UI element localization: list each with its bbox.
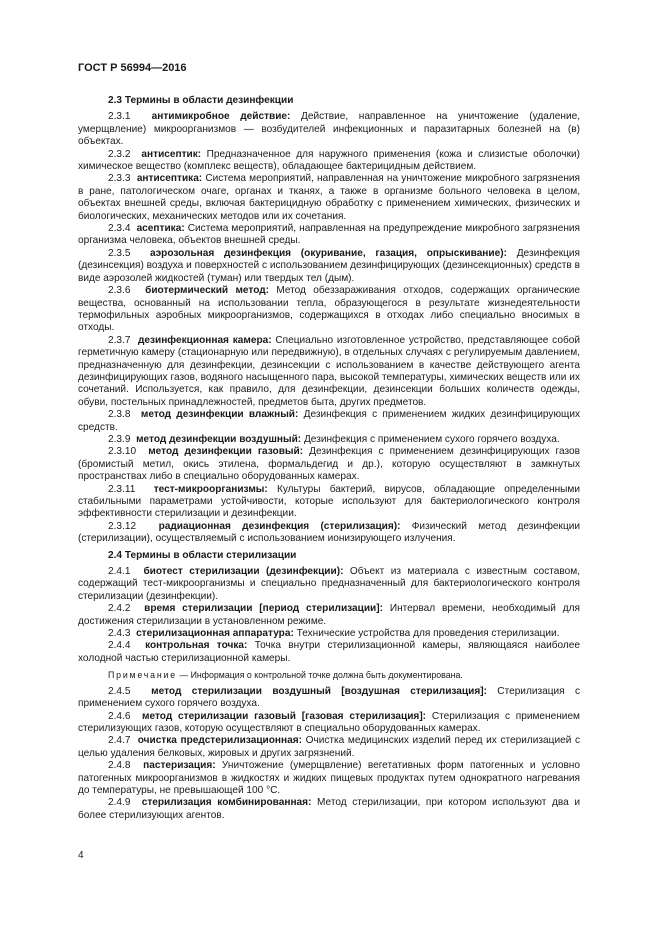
term-number: 2.3.8 xyxy=(108,409,131,421)
term-name: метод дезинфекции воздушный: xyxy=(136,433,302,445)
term-definition: Дезинфекция (дезинсекция) воздуха и поверхностей с использованием дезинфицирующих (дезинсекционных) средств в виде аэрозолей жидкостей (туман) или твердых тел (дым). xyxy=(78,247,581,284)
term-definition: Очистка медицинских изделий перед их стерилизацией с целью удаления белковых, жировых и других загрязнений. xyxy=(78,735,581,759)
note xyxy=(78,669,580,681)
term-definition: Уничтожение (умерщвление) вегетативных форм патогенных и условно патогенных микроорганизмов в жидкостях и жидких пищевых продуктах путем однократного нагревания до температуры, не превышающей 100 °С. xyxy=(78,760,580,796)
term-name: контрольная точка: xyxy=(145,640,248,652)
term-entry xyxy=(78,760,580,797)
sterilization-terms-b xyxy=(78,686,580,822)
term-entry xyxy=(78,111,580,148)
term-number: 2.3.10 xyxy=(108,446,137,458)
term-name: биотермический метод: xyxy=(145,285,270,297)
term-number: 2.4.5 xyxy=(108,685,131,697)
term-name: стерилизационная аппаратура: xyxy=(136,628,294,640)
term-name: стерилизация комбинированная: xyxy=(141,797,312,809)
term-entry xyxy=(78,603,580,628)
term-name: метод стерилизации воздушный [воздушная стерилизация]: xyxy=(151,685,487,697)
standard-header: ГОСТ Р 56994—2016 xyxy=(78,62,187,74)
term-definition: Культуры бактерий, вирусов, обладающие определенными стабильными параметрами устойчивости, которые используют для бактериологического контроля эффективности стерилизации и дезинфекции. xyxy=(78,483,580,520)
term-definition: Физический метод дезинфекции (стерилизации), осуществляемый с использованием ионизирующего излучения. xyxy=(78,520,580,545)
sterilization-terms-a xyxy=(78,566,580,665)
term-definition: Предназначенное для наружного применения (кожа и слизистые оболочки) химическое вещество (комплекс веществ), обладающее бактерицидным действием. xyxy=(78,148,580,173)
page-content xyxy=(78,95,580,822)
term-entry xyxy=(78,521,580,546)
term-entry xyxy=(78,711,580,736)
term-name: радиационная дезинфекция (стерилизация): xyxy=(158,520,401,532)
term-number: 2.4.8 xyxy=(108,760,131,772)
term-entry xyxy=(78,285,580,335)
term-entry xyxy=(78,335,580,409)
term-number: 2.4.9 xyxy=(108,797,131,809)
term-definition: Дезинфекция с применением жидких дезинфицирующих средств. xyxy=(78,409,581,433)
term-entry xyxy=(78,446,580,483)
term-number: 2.4.1 xyxy=(108,566,131,578)
term-definition: Система мероприятий, направленная на уничтожение микробного загрязнения в ране, патологическом очаге, органах и тканях, а также в организме больного человека в целом, объектах внешней среды, включая бактерицидную обработку с применением химических, физических и биологических, механических методов или их сочетания. xyxy=(78,173,581,222)
term-definition: Специально изготовленное устройство, представляющее собой герметичную камеру (стационарную или передвижную), в отдельных случаях с регулируемым давлением, предназначенную для дезинфекции, дезинсекции с использованием в качестве действующего агента дезинфицирующих газов, водяного насыщенного пара, высокой температуры, химических веществ или их сочетаний. Используется, как правило, для дезинфекции, дезинсекции больших количеств одежды, обуви, постельных принадлежностей, предметов быта, других предметов. xyxy=(78,334,580,408)
term-number: 2.4.2 xyxy=(108,603,131,615)
term-entry xyxy=(78,434,580,446)
term-definition: Интервал времени, необходимый для достижения стерилизации в установленном режиме. xyxy=(78,603,580,627)
term-definition: Объект из материала с известным составом, содержащий тест-микроорганизмы и специально предназначенный для бактериологического контроля стерилизации (дезинфекции). xyxy=(78,566,581,602)
term-entry xyxy=(78,484,580,521)
term-name: метод дезинфекции газовый: xyxy=(148,446,304,458)
term-definition: Действие, направленное на уничтожение (удаление, умерщвление) микроорганизмов — возбудителей инфекционных и паразитарных болезней на (в) объектах. xyxy=(78,111,580,148)
term-definition: Система мероприятий, направленная на предупреждение микробного загрязнения организма человека, объектов внешней среды. xyxy=(78,223,580,247)
term-number: 2.3.5 xyxy=(108,247,131,259)
term-number: 2.3.7 xyxy=(108,334,131,346)
term-definition: Технические устройства для проведения стерилизации. xyxy=(293,628,560,640)
term-entry xyxy=(78,149,580,174)
term-definition: Точка внутри стерилизационной камеры, являющаяся наиболее холодной частью стерилизационной камеры. xyxy=(78,640,580,664)
term-entry xyxy=(78,223,580,248)
term-number: 2.4.4 xyxy=(108,640,131,652)
term-entry xyxy=(78,248,580,285)
term-definition: Стерилизация с применением сухого горячего воздуха. xyxy=(78,685,580,710)
term-number: 2.3.4 xyxy=(108,223,131,235)
page-number: 4 xyxy=(78,850,84,861)
term-name: асептика: xyxy=(136,223,185,235)
section-heading-disinfection: 2.3 Термины в области дезинфекции xyxy=(108,95,294,106)
term-name: биотест стерилизации (дезинфекции): xyxy=(143,566,344,578)
term-name: тест-микроорганизмы: xyxy=(153,483,268,495)
term-number: 2.4.6 xyxy=(108,710,131,722)
term-number: 2.3.9 xyxy=(108,433,131,445)
term-number: 2.3.2 xyxy=(108,148,131,160)
term-number: 2.3.1 xyxy=(108,111,131,123)
term-name: время стерилизации [период стерилизации]: xyxy=(144,603,383,615)
term-definition: Метод обеззараживания отходов, содержащих органические вещества, основанный на использовании тепла, образующегося в результате жизнедеятельности термофильных аэробных микроорганизмов, содержащихся в отходах либо специально вносимых в отходы. xyxy=(78,285,580,334)
term-number: 2.4.7 xyxy=(108,735,131,747)
term-number: 2.4.3 xyxy=(108,628,131,640)
term-name: антимикробное действие: xyxy=(151,111,291,123)
term-name: метод дезинфекции влажный: xyxy=(140,409,299,421)
term-entry xyxy=(78,797,580,822)
term-number: 2.3.6 xyxy=(108,285,131,297)
term-number: 2.3.3 xyxy=(108,173,131,185)
term-definition: Стерилизация с применением стерилизующих газов, которую осуществляют в специально оборудованных камерах. xyxy=(78,710,580,734)
term-name: дезинфекционная камера: xyxy=(137,334,272,346)
disinfection-terms xyxy=(78,111,580,545)
term-entry xyxy=(78,640,580,665)
term-definition: Дезинфекция с применением сухого горячего воздуха. xyxy=(301,433,560,445)
term-number: 2.3.11 xyxy=(108,483,136,495)
term-entry xyxy=(78,735,580,760)
term-entry xyxy=(78,566,580,603)
term-entry xyxy=(78,686,580,711)
term-entry xyxy=(78,628,580,640)
term-name: антисептика: xyxy=(136,173,203,185)
term-name: пастеризация: xyxy=(143,760,216,772)
note-label: Примечание xyxy=(108,670,177,681)
term-name: антисептик: xyxy=(141,148,202,160)
section-heading-sterilization: 2.4 Термины в области стерилизации xyxy=(108,549,297,561)
term-entry xyxy=(78,173,580,223)
term-name: аэрозольная дезинфекция (окуривание, газация, опрыскивание): xyxy=(149,247,507,259)
term-name: очистка предстерилизационная: xyxy=(137,735,302,747)
note-text: — Информация о контрольной точке должна быть документирована. xyxy=(176,670,463,681)
term-entry xyxy=(78,409,580,434)
term-name: метод стерилизации газовый [газовая стерилизация]: xyxy=(142,710,427,722)
term-definition: Метод стерилизации, при котором используют два и более стерилизующих агентов. xyxy=(78,797,580,821)
term-number: 2.3.12 xyxy=(108,520,137,532)
term-definition: Дезинфекция с применением дезинфицирующих газов (бромистый метил, окись этилена, формальдегид и др.), которую осуществляют в замкнутых пространствах либо в специально оборудованных камерах. xyxy=(78,446,581,483)
